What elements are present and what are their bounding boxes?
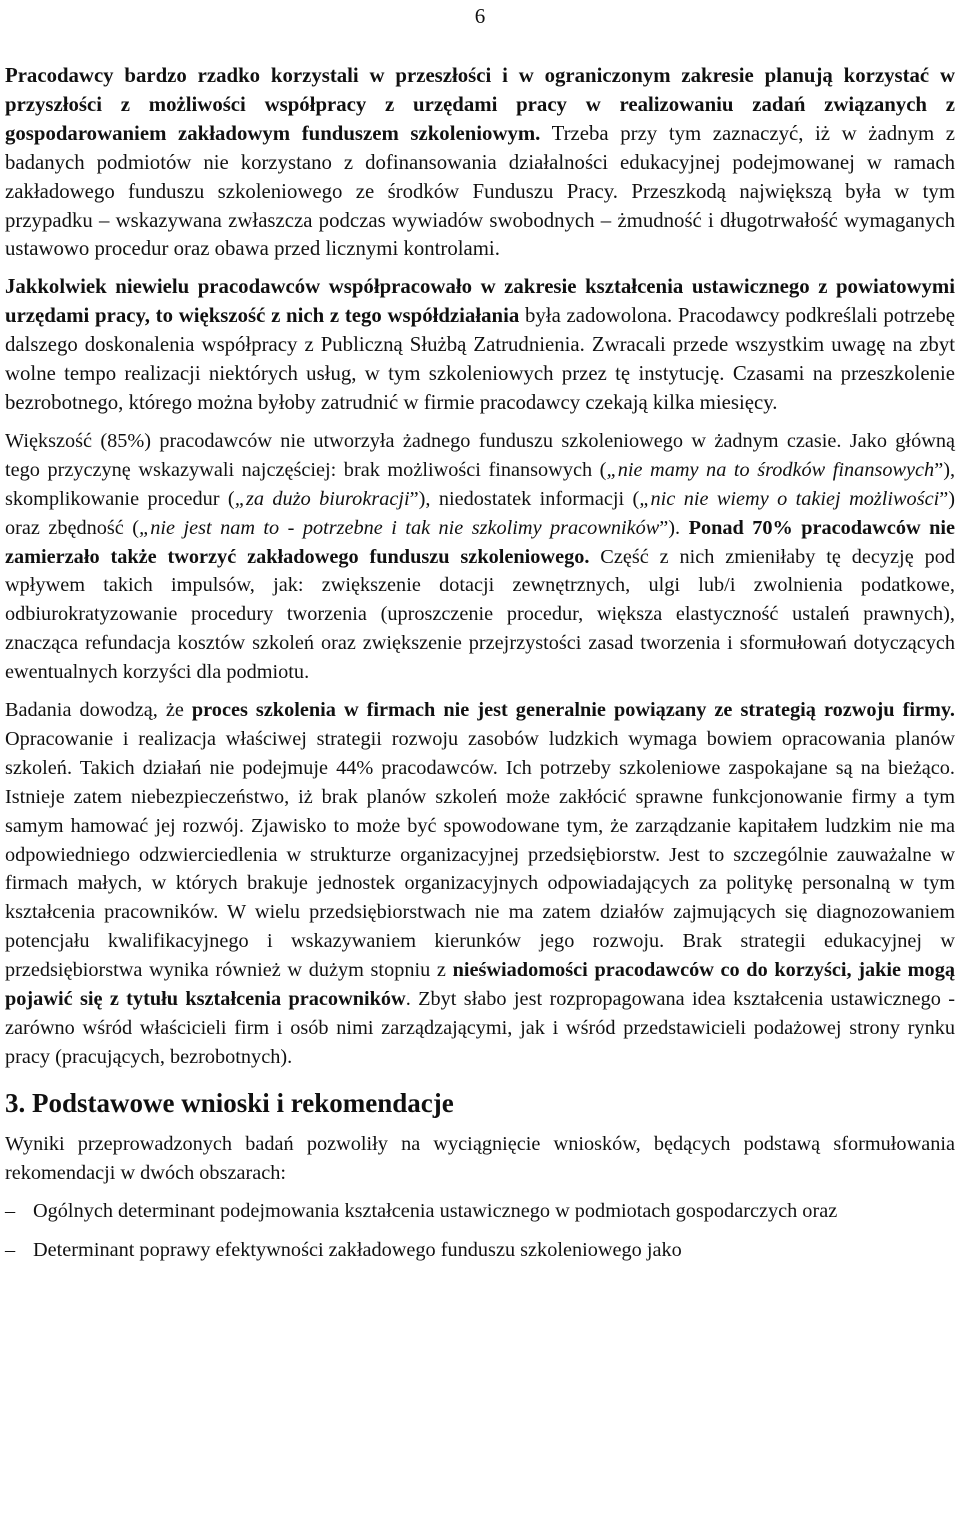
- paragraph-3-bold: Ponad 70% pracodawców nie zamierzało także tworzyć zakładowego funduszu szkoleniowego.: [5, 516, 955, 568]
- paragraph-3-quote-1: „nie mamy na to środków finansowych: [606, 458, 935, 481]
- paragraph-4: [5, 696, 955, 1072]
- paragraph-1: [5, 62, 955, 264]
- paragraph-1-bold: Pracodawcy bardzo rzadko korzystali w przeszłości i w ograniczonym zakresie planują korzystać w przyszłości z możliwości współpracy z urzędami pracy w realizowaniu zadań związanych z gospodarowaniem zakładowym funduszem szkoleniowym.: [5, 64, 955, 145]
- bullet-item-text: Determinant poprawy efektywności zakładowego funduszu szkoleniowego jako: [33, 1238, 682, 1261]
- paragraph-4-bold-2: nieświadomości pracodawców co do korzyści, jakie mogą pojawić się z tytułu kształcenia pracowników: [5, 959, 955, 1011]
- paragraph-2: [5, 273, 955, 418]
- paragraph-3-quote-4: „nie jest nam to - potrzebne i tak nie szkolimy pracowników: [138, 516, 660, 539]
- paragraph-2-text: była zadowolona. Pracodawcy podkreślali potrzebę dalszego doskonalenia współpracy z Publiczną Służbą Zatrudnienia. Zwracali przede wszystkim uwagę na zbyt wolne tempo realizacji niektórych usług, w tym szkoleniowych przez tę instytucję. Czasami na przeszkolenie bezrobotnego, którego można byłoby zatrudnić w firmie pracodawcy czekają kilka miesięcy.: [5, 304, 956, 414]
- document-body: [5, 62, 955, 1274]
- bullet-item: [5, 1236, 955, 1265]
- paragraph-3-quote-3: „nic nie wiemy o takiej możliwości: [639, 487, 940, 510]
- paragraph-4-text-1: Badania dowodzą, że: [5, 699, 192, 722]
- paragraph-3-text-2: ”), skomplikowanie procedur (: [5, 458, 956, 510]
- paragraph-4-bold-1: proces szkolenia w firmach nie jest generalnie powiązany ze strategią rozwoju firmy.: [191, 699, 955, 722]
- paragraph-3-text-3: ”), niedostatek informacji (: [409, 487, 640, 510]
- paragraph-3-text-5: ”).: [659, 516, 689, 539]
- page-number: 6: [474, 4, 486, 28]
- bullet-list: [5, 1197, 955, 1265]
- paragraph-3-text-4: ”) oraz zbędność (: [5, 487, 955, 539]
- section-heading: 3. Podstawowe wnioski i rekomendacje: [5, 1087, 454, 1118]
- bullet-item: [5, 1197, 955, 1226]
- paragraph-2-bold: Jakkolwiek niewielu pracodawców współpracowało w zakresie kształcenia ustawicznego z powiatowymi urzędami pracy, to większość z nich z tego współdziałania: [5, 275, 955, 328]
- paragraph-3-text-6: Część z nich zmieniłaby tę decyzję pod wpływem takich impulsów, jak: zwiększenie dotacji zewnętrznych, ulgi lub/i zwolnienia podatkowe, odbiurokratyzowanie procedury tworzenia (uproszczenie procedur, większa elastyczność ustaleń prawnych), znacząca refundacja kosztów szkoleń oraz zwiększenie przejrzystości zasad tworzenia i sformułowań dotyczących ewentualnych korzyści dla podmiotu.: [5, 545, 955, 684]
- paragraph-4-text-2: Opracowanie i realizacja właściwej strategii rozwoju zasobów ludzkich wymaga bowiem opracowania planów szkoleń. Takich działań nie podejmuje 44% pracodawców. Ich potrzeby szkoleniowe zaspokajane są na bieżąco. Istnieje zatem niebezpieczeństwo, iż brak planów szkoleń może zakłócić sprawne funkcjonowanie firmy a tym samym hamować jej rozwój. Zjawisko to może być spowodowane tym, że zarządzanie kapitałem ludzkim nie ma odpowiedniego odzwierciedlenia w strukturze organizacyjnej przedsiębiorstw. Jest to szczególnie zauważalne w firmach małych, w których brakuje jednostek organizacyjnych odpowiadających za politykę personalną w tym kształcenia pracowników. W wielu przedsiębiorstwach nie ma zatem działów zajmujących się diagnozowaniem potencjału kwalifikacyjnego i wskazywaniem kierunków jego rozwoju. Brak strategii edukacyjnej w przedsiębiorstwa wynika również w dużym stopniu z: [5, 727, 955, 982]
- dash-icon: –: [5, 1238, 16, 1261]
- paragraph-1-text: Trzeba przy tym zaznaczyć, iż w żadnym z badanych podmiotów nie korzystano z dofinansowania działalności edukacyjnej podejmowanej w ramach zakładowego funduszu szkoleniowego ze środków Funduszu Pracy. Przeszkodą największą była w tym przypadku – wskazywana zwłaszcza podczas wywiadów swobodnych – żmudność i długotrwałość wymaganych ustawowo procedur oraz obawa przed licznymi kontrolami.: [5, 121, 955, 261]
- paragraph-3: [5, 427, 955, 687]
- paragraph-5: Wyniki przeprowadzonych badań pozwoliły na wyciągnięcie wniosków, będących podstawą sformułowania rekomendacji w dwóch obszarach:: [5, 1132, 955, 1184]
- dash-icon: –: [5, 1199, 16, 1222]
- paragraph-4-text-3: . Zbyt słabo jest rozpropagowana idea kształcenia ustawicznego - zarówno wśród właścicieli firm i osób nimi zarządzającymi, jak i wśród przedstawicieli podażowej strony rynku pracy (pracujących, bezrobotnych).: [5, 988, 955, 1068]
- paragraph-3-quote-2: „za dużo biurokracji: [234, 487, 410, 510]
- paragraph-3-text-1: Większość (85%) pracodawców nie utworzyła żadnego funduszu szkoleniowego w żadnym czasie. Jako główną tego przyczynę wskazywali najczęściej: brak możliwości finansowych (: [5, 429, 955, 481]
- bullet-item-text: Ogólnych determinant podejmowania kształcenia ustawicznego w podmiotach gospodarczych oraz: [33, 1199, 838, 1222]
